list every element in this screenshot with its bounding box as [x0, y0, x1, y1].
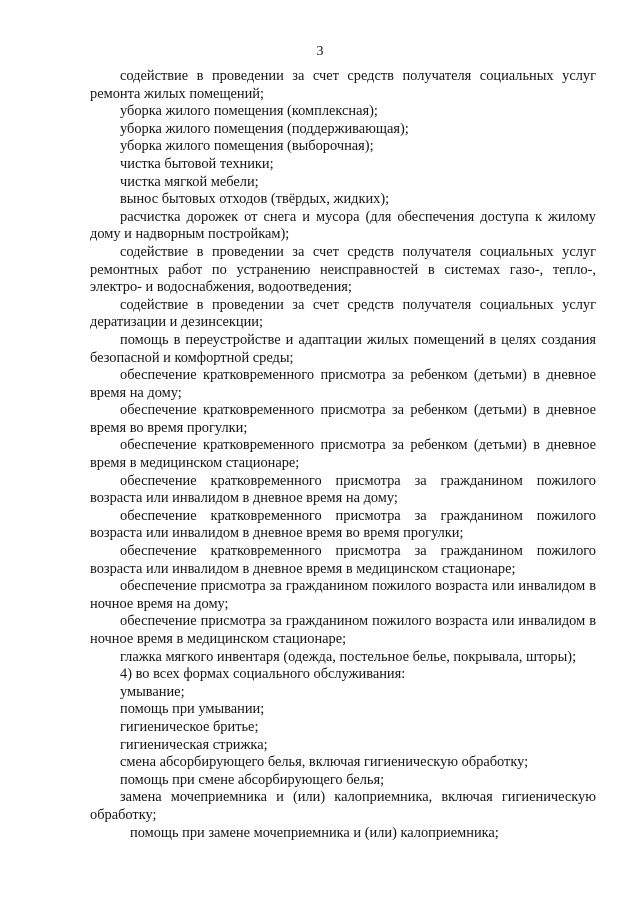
paragraph: содействие в проведении за счет средств получателя социальных услуг ремонта жилых помещений;: [90, 68, 596, 102]
paragraph: помощь в переустройстве и адаптации жилых помещений в целях создания безопасной и комфортной среды;: [90, 331, 596, 366]
paragraph: содействие в проведении за счет средств получателя социальных услуг дератизации и дезинсекции;: [90, 296, 596, 331]
paragraph: обеспечение кратковременного присмотра за ребенком (детьми) в дневное время на дому;: [90, 367, 596, 401]
paragraph: чистка бытовой техники;: [120, 155, 274, 172]
paragraph: глажка мягкого инвентаря (одежда, постельное белье, покрывала, шторы);: [120, 648, 577, 665]
paragraph: обеспечение присмотра за гражданином пожилого возраста или инвалидом в ночное время в медицинском стационаре;: [90, 613, 596, 647]
paragraph: умывание;: [120, 683, 185, 700]
paragraph: замена мочеприемника и (или) калоприемника, включая гигиеническую обработку;: [90, 789, 596, 823]
paragraph: обеспечение кратковременного присмотра за гражданином пожилого возраста или инвалидом в дневное время в медицинском стационаре;: [90, 543, 596, 577]
paragraph: обеспечение кратковременного присмотра за ребенком (детьми) в дневное время во время прогулки;: [90, 402, 596, 436]
paragraph: чистка мягкой мебели;: [120, 173, 259, 190]
paragraph: гигиеническая стрижка;: [120, 736, 268, 753]
paragraph: обеспечение кратковременного присмотра за гражданином пожилого возраста или инвалидом в дневное время на дому;: [90, 472, 596, 507]
paragraph: обеспечение кратковременного присмотра за ребенком (детьми) в дневное время в медицинском стационаре;: [90, 437, 596, 472]
paragraph: уборка жилого помещения (комплексная);: [120, 103, 378, 120]
document-body: [90, 68, 596, 842]
paragraph: смена абсорбирующего белья, включая гигиеническую обработку;: [120, 754, 529, 771]
paragraph: гигиеническое бритье;: [120, 718, 259, 735]
paragraph: помощь при замене мочеприемника и (или) калоприемника;: [130, 824, 499, 841]
section-heading: 4) во всех формах социального обслуживания:: [120, 666, 406, 683]
paragraph: вынос бытовых отходов (твёрдых, жидких);: [120, 191, 390, 208]
paragraph: уборка жилого помещения (выборочная);: [120, 138, 374, 155]
page-number: 3: [316, 44, 324, 59]
paragraph: обеспечение кратковременного присмотра за гражданином пожилого возраста или инвалидом в дневное время во время прогулки;: [90, 507, 596, 542]
paragraph: помощь при смене абсорбирующего белья;: [120, 771, 385, 788]
paragraph: обеспечение присмотра за гражданином пожилого возраста или инвалидом в ночное время на дому;: [90, 578, 596, 612]
paragraph: расчистка дорожек от снега и мусора (для обеспечения доступа к жилому дому и надворным постройкам);: [90, 208, 596, 243]
paragraph: содействие в проведении за счет средств получателя социальных услуг ремонтных работ по устранению неисправностей в системах газо-, тепло-, электро- и водоснабжения, водоотведения;: [90, 243, 596, 296]
paragraph: помощь при умывании;: [120, 701, 265, 718]
paragraph: уборка жилого помещения (поддерживающая);: [120, 120, 409, 137]
